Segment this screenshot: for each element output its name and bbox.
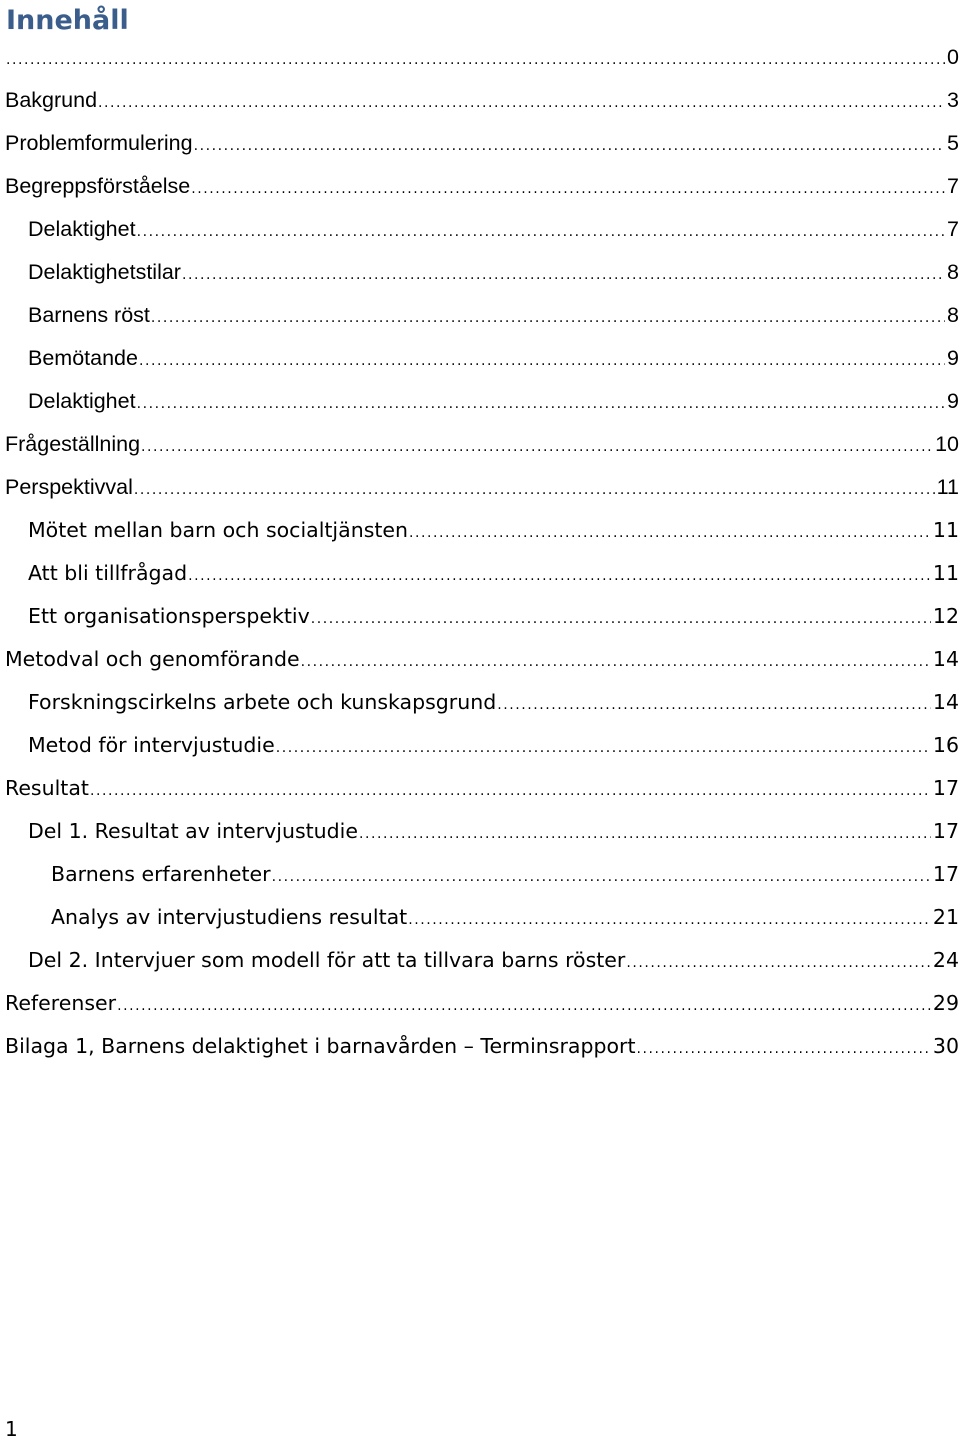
toc-entry-label: Resultat <box>5 776 89 800</box>
toc-entry[interactable] <box>5 337 959 380</box>
table-of-contents <box>5 36 959 1068</box>
toc-entry[interactable] <box>5 595 959 638</box>
toc-dot-leader <box>151 297 945 340</box>
toc-dot-leader <box>188 555 931 598</box>
toc-entry-page: 7 <box>947 217 959 241</box>
toc-entry-page: 14 <box>932 690 959 714</box>
toc-entry-page: 7 <box>947 174 959 198</box>
toc-dot-leader <box>272 856 931 899</box>
toc-entry[interactable] <box>5 79 959 122</box>
toc-entry[interactable] <box>5 423 959 466</box>
toc-entry[interactable] <box>5 681 959 724</box>
toc-entry[interactable] <box>5 509 959 552</box>
toc-dot-leader <box>409 512 931 555</box>
toc-entry-label: Bemötande <box>28 346 138 370</box>
toc-entry-page: 14 <box>932 647 959 671</box>
toc-dot-leader <box>359 813 931 856</box>
toc-entry-page: 11 <box>932 518 959 542</box>
toc-entry-page: 29 <box>932 991 959 1015</box>
toc-entry[interactable] <box>5 165 959 208</box>
toc-entry-page: 9 <box>947 346 959 370</box>
toc-entry-label: Delaktighet <box>28 217 136 241</box>
toc-entry-page: 10 <box>935 432 959 456</box>
toc-entry[interactable] <box>5 1025 959 1068</box>
toc-entry-label: Att bli tillfrågad <box>28 561 188 585</box>
toc-entry-page: 11 <box>932 561 959 585</box>
toc-entry-label: Mötet mellan barn och socialtjänsten <box>28 518 409 542</box>
toc-entry[interactable] <box>5 638 959 681</box>
toc-dot-leader <box>134 469 935 512</box>
toc-entry[interactable] <box>5 466 959 509</box>
toc-entry-page: 17 <box>932 862 959 886</box>
toc-entry[interactable] <box>5 122 959 165</box>
toc-entry-page: 9 <box>947 389 959 413</box>
toc-dot-leader <box>408 899 931 942</box>
toc-entry-label: Perspektivval <box>5 475 133 499</box>
toc-entry-label: Delaktighet <box>28 389 136 413</box>
toc-dot-leader <box>626 942 931 985</box>
toc-entry-label: Referenser <box>5 991 117 1015</box>
toc-dot-leader <box>182 254 945 297</box>
toc-entry[interactable] <box>5 294 959 337</box>
toc-entry-page: 30 <box>932 1034 959 1058</box>
toc-dot-leader <box>137 383 945 426</box>
toc-entry-page: 17 <box>932 819 959 843</box>
toc-entry-page: 11 <box>936 475 959 499</box>
toc-dot-leader <box>6 39 945 82</box>
toc-entry[interactable] <box>5 939 959 982</box>
toc-entry-page: 24 <box>932 948 959 972</box>
toc-entry[interactable] <box>5 36 959 79</box>
toc-dot-leader <box>191 168 945 211</box>
toc-heading: Innehåll <box>6 5 129 36</box>
toc-entry[interactable] <box>5 853 959 896</box>
toc-entry-label: Problemformulering <box>5 131 193 155</box>
toc-entry[interactable] <box>5 251 959 294</box>
toc-dot-leader <box>311 598 931 641</box>
toc-entry[interactable] <box>5 767 959 810</box>
toc-dot-leader <box>139 340 945 383</box>
toc-entry-label: Del 1. Resultat av intervjustudie <box>28 819 358 843</box>
toc-dot-leader <box>98 82 945 125</box>
toc-entry[interactable] <box>5 724 959 767</box>
toc-entry-label: Forskningscirkelns arbete och kunskapsgrund <box>28 690 497 714</box>
toc-dot-leader <box>117 985 931 1028</box>
toc-entry-page: 3 <box>947 88 959 112</box>
toc-entry[interactable] <box>5 208 959 251</box>
toc-entry[interactable] <box>5 896 959 939</box>
toc-dot-leader <box>301 641 931 684</box>
toc-entry[interactable] <box>5 810 959 853</box>
toc-entry-page: 17 <box>932 776 959 800</box>
toc-entry-label: Frågeställning <box>5 432 141 456</box>
page-number: 1 <box>5 1417 18 1441</box>
toc-dot-leader <box>141 426 933 469</box>
toc-entry-label: Barnens röst <box>28 303 150 327</box>
toc-entry-page: 8 <box>947 260 959 284</box>
toc-entry[interactable] <box>5 552 959 595</box>
toc-entry-page: 12 <box>932 604 959 628</box>
toc-dot-leader <box>194 125 945 168</box>
toc-entry-page: 16 <box>932 733 959 757</box>
toc-entry-page: 21 <box>932 905 959 929</box>
toc-entry-label: Metodval och genomförande <box>5 647 300 671</box>
toc-dot-leader <box>497 684 931 727</box>
toc-entry-label: Bakgrund <box>5 88 98 112</box>
toc-entry-page: 5 <box>947 131 959 155</box>
toc-entry-page: 0 <box>947 45 959 69</box>
toc-entry-label: Analys av intervjustudiens resultat <box>51 905 408 929</box>
toc-entry-label: Begreppsförståelse <box>5 174 191 198</box>
toc-dot-leader <box>90 770 931 813</box>
toc-entry-label: Del 2. Intervjuer som modell för att ta tillvara barns röster <box>28 948 626 972</box>
toc-dot-leader <box>276 727 931 770</box>
toc-entry-page: 8 <box>947 303 959 327</box>
toc-entry[interactable] <box>5 982 959 1025</box>
toc-entry-label: Delaktighetstilar <box>28 260 181 284</box>
toc-dot-leader <box>137 211 945 254</box>
toc-entry-label: Barnens erfarenheter <box>51 862 271 886</box>
toc-dot-leader <box>637 1028 931 1071</box>
toc-entry-label: Metod för intervjustudie <box>28 733 275 757</box>
toc-entry-label: Bilaga 1, Barnens delaktighet i barnavården – Terminsrapport <box>5 1034 636 1058</box>
toc-entry[interactable] <box>5 380 959 423</box>
toc-entry-label: Ett organisationsperspektiv <box>28 604 310 628</box>
